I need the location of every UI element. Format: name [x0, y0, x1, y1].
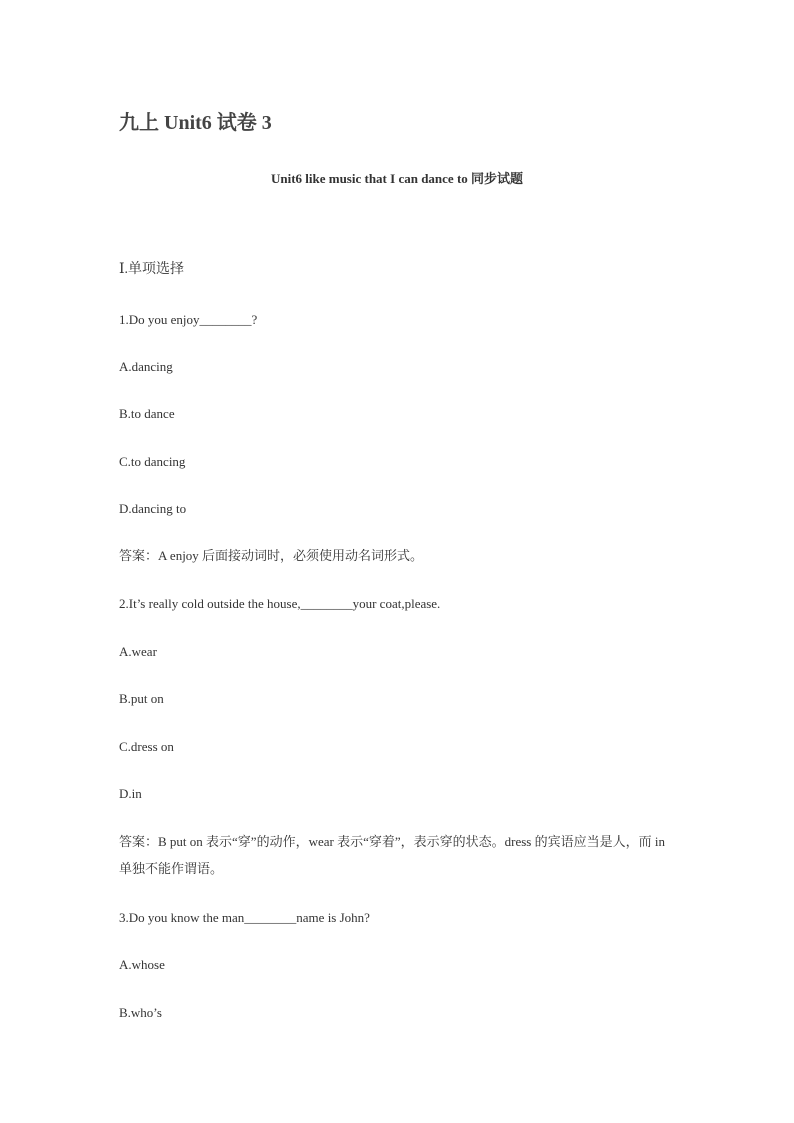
section-heading: Ⅰ.单项选择 [119, 262, 185, 277]
question-stem: 1.Do you enjoy________? [119, 312, 258, 327]
option-a: A.dancing [119, 359, 173, 374]
option-b: B.who’s [119, 1005, 162, 1020]
answer-explanation: 答案：B put on 表示“穿”的动作，wear 表示“穿着”，表示穿的状态。dress 的宾语应当是人，而 in 单独不能作谓语。 [119, 834, 665, 876]
option-c: C.to dancing [119, 454, 186, 469]
option-c: C.dress on [119, 739, 174, 754]
option-b: B.put on [119, 691, 164, 706]
answer-explanation: 答案：A enjoy 后面接动词时，必须使用动名词形式。 [119, 548, 424, 563]
option-d: D.dancing to [119, 501, 187, 516]
question-stem: 2.It’s really cold outside the house,________your coat,please. [119, 596, 441, 611]
option-b: B.to dance [119, 406, 175, 421]
option-d: D.in [119, 786, 142, 801]
option-a: A.wear [119, 644, 157, 659]
document-title: 九上 Unit6 试卷 3 [119, 112, 272, 134]
option-a: A.whose [119, 957, 165, 972]
document-subtitle: Unit6 like music that I can dance to 同步试题 [270, 171, 524, 186]
question-stem: 3.Do you know the man________name is John? [119, 910, 370, 925]
